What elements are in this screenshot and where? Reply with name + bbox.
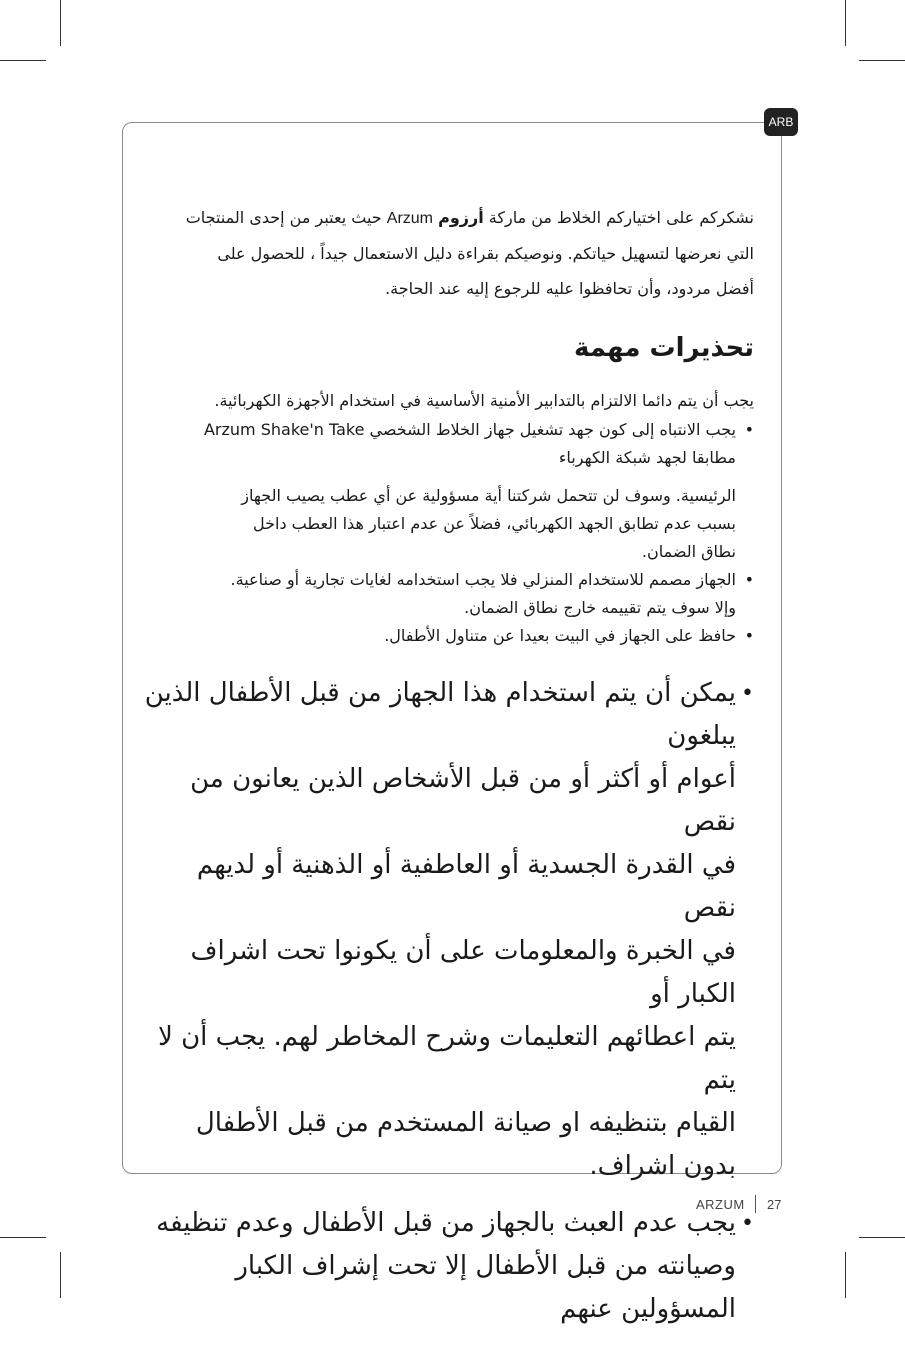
list-item-text: الجهاز مصمم للاستخدام المنزلي فلا يجب استخدامه لغايات تجارية أو صناعية. [230, 570, 736, 589]
large-warning-list [140, 672, 754, 1331]
intro-line [140, 200, 754, 236]
list-item-continuation [140, 482, 736, 566]
intro-line: التي نعرضها لتسهيل حياتكم. ونوصيكم بقراءة دليل الاستعمال جيداً ، للحصول على [217, 244, 754, 263]
crop-mark [859, 1237, 905, 1238]
list-item [140, 1202, 754, 1331]
crop-mark [845, 0, 846, 46]
brand-latin: Arzum [386, 210, 433, 227]
footer-divider [755, 1195, 756, 1213]
section-heading: تحذيرات مهمة [573, 333, 754, 363]
bullet-icon: • [744, 626, 754, 645]
list-item-text: يمكن أن يتم استخدام هذا الجهاز من قبل الأطفال الذين يبلغون [144, 678, 736, 751]
list-item-text: في الخبرة والمعلومات على أن يكونوا تحت اشراف الكبار أو [190, 936, 736, 1009]
brand-arabic: أرزوم [438, 208, 484, 227]
list-item-text: يجب الانتباه إلى كون جهد تشغيل جهاز الخلاط الشخصي Arzum Shake'n Take [203, 420, 736, 439]
list-item-text: يتم اعطائهم التعليمات وشرح المخاطر لهم. يجب أن لا يتم [158, 1022, 736, 1095]
crop-mark [0, 1237, 46, 1238]
list-item-text: بسبب عدم تطابق الجهد الكهربائي، فضلاً عن عدم اعتبار هذا العطب داخل [252, 514, 736, 533]
intro-line: أفضل مردود، وأن تحافظوا عليه للرجوع إليه عند الحاجة. [385, 279, 754, 298]
list-item [140, 416, 754, 566]
page-number: 27 [767, 1197, 782, 1212]
list-item-text: وإلا سوف يتم تقييمه خارج نطاق الضمان. [464, 598, 736, 617]
crop-mark [845, 1252, 846, 1298]
crop-mark [0, 60, 46, 61]
list-item-text: وصيانته من قبل الأطفال إلا تحت إشراف الكبار [235, 1251, 736, 1281]
lead-sentence: يجب أن يتم دائما الالتزام بالتدابير الأمنية الأساسية في استخدام الأجهزة الكهربائية. [214, 391, 754, 410]
language-tab: ARB [764, 108, 798, 136]
intro-paragraph [140, 200, 754, 306]
list-item [140, 622, 754, 650]
list-item [140, 566, 754, 622]
intro-text: حيث يعتبر من إحدى المنتجات [185, 208, 382, 227]
list-item-text: الرئيسية. وسوف لن تتحمل شركتنا أية مسؤولية عن أي عطب يصيب الجهاز [241, 486, 736, 505]
list-item-text: حافظ على الجهاز في البيت بعيدا عن متناول الأطفال. [384, 626, 736, 645]
page-content [140, 200, 754, 1345]
list-item [140, 672, 754, 1188]
list-item-text: في القدرة الجسدية أو العاطفية أو الذهنية أو لديهم نقص [196, 850, 736, 923]
warning-list [140, 416, 754, 650]
bullet-icon: • [741, 1211, 754, 1236]
list-item-text: القيام بتنظيفه او صيانة المستخدم من قبل الأطفال بدون اشراف. [195, 1108, 736, 1181]
list-item-text: المسؤولين عنهم [560, 1294, 736, 1324]
list-item-text: نطاق الضمان. [641, 542, 736, 561]
crop-mark [60, 1252, 61, 1298]
crop-mark [60, 0, 61, 46]
page-footer [690, 1195, 790, 1215]
footer-brand: ARZUM [696, 1197, 745, 1212]
bullet-icon: • [744, 570, 754, 589]
list-item-text: أعوام أو أكثر أو من قبل الأشخاص الذين يعانون من نقص [190, 764, 736, 837]
list-item-text: يجب عدم العبث بالجهاز من قبل الأطفال وعدم تنظيفه [156, 1208, 736, 1238]
list-item-text: مطابقا لجهد شبكة الكهرباء [558, 448, 736, 467]
crop-mark [859, 60, 905, 61]
bullet-icon: • [744, 420, 754, 439]
intro-text: نشكركم على اختياركم الخلاط من ماركة [488, 208, 754, 227]
bullet-icon: • [741, 681, 754, 706]
